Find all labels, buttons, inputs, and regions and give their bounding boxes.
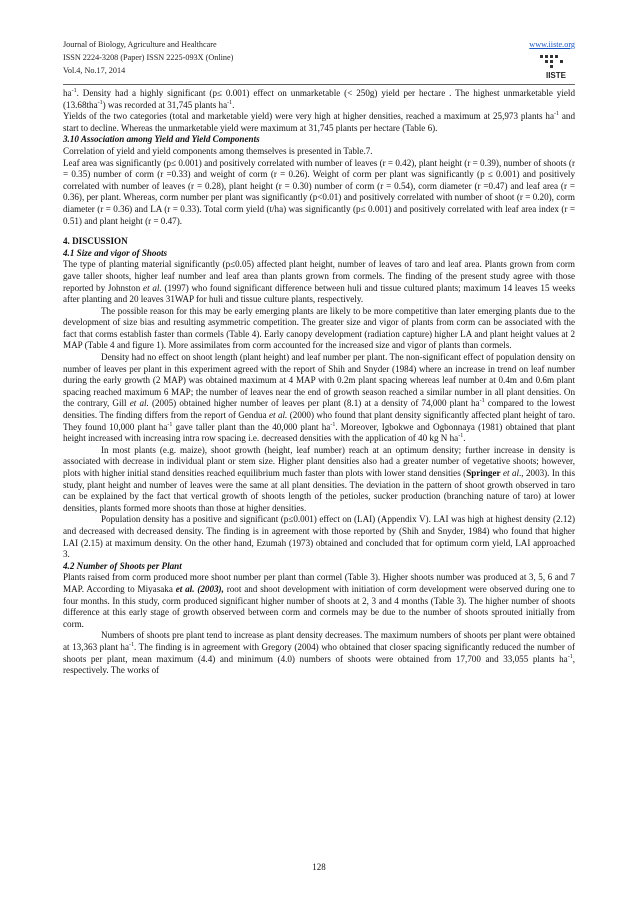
logo-text: IISTE (545, 71, 567, 80)
iiste-logo (538, 54, 574, 80)
paragraph: Density had no effect on shoot length (plant height) and leaf number per plant. The non-significant effect of population density on number of leaves per plant in this experiment agreed with the report of Shih and Snyder (1984) where an increase in trend on leaf number during the early growth (2 MAP) was obtained maximum at 4 MAP with 0.2m plant spacing whereas leaf number at 0.4m and 0.6m plant spacing reached maximum 6 MAP; the number of leaves near the end of growth season reached a similar number in all plant densities. On the contrary, Gill et al. (2005) obtained higher number of leaves per plant (8.1) at a density of 74,000 plant $ha^{-1}$ compared to the lowest densities. The finding differs from the report of Gendua et al. (2000) who found that plant density significantly affected plant height of taro. They found 10,000 plant $ha^{-1}$ gave taller plant than the 40,000 plant $ha^{-1}$. Moreover, Igbokwe and Ogbonnaya (1981) obtained that plant height increased with increasing intra row spacing i.e. decreased densities with the application of 40 kg N $ha^{-1}$. (63, 352, 576, 444)
running-header (63, 38, 575, 77)
journal-url-link[interactable]: www.iiste.org (529, 40, 575, 49)
paragraph: The type of planting material significantly (p≤0.05) affected plant height, number of leaves of taro and leaf area. Plants grown from corm gave taller shoots, higher leaf number and leaf area than plants grown from cormels. The finding of the present study agree with those reported by Johnston et al. (1997) who found significant difference between huli and tissue cultured plants; maximum 14 leaves 15 weeks after planting and 20 leaves 31WAP for huli and tissue culture plants, respectively. (63, 259, 575, 305)
paragraph: Yields of the two categories (total and marketable yield) were very high at higher densities, reached a maximum at 25,973 plants $ha^{-1}$ and start to decline. Whereas the unmarketable yield were maximum at 31,745 plants per hectare (Table 6). (63, 111, 575, 133)
issn-line: ISSN 2224-3208 (Paper) ISSN 2225-093X (Online) (63, 53, 234, 62)
paragraph: Correlation of yield and yield components among themselves is presented in Table.7. (63, 145, 373, 156)
header-rule (63, 84, 575, 85)
section-heading-discussion: 4. DISCUSSION (63, 236, 128, 247)
subsection-heading-4-1: 4.1 Size and vigor of Shoots (63, 247, 168, 258)
volume-line: Vol.4, No.17, 2014 (63, 66, 126, 75)
paragraph: Leaf area was significantly (p≤ 0.001) and positively correlated with number of leaves (r = 0.42), plant height (r = 0.39), number of shoots (r = 0.35) number of corm (r =0.33) and weight of corm (r = 0.26). Weight of corm per plant was significantly (p ≤ 0.001) and positively correlated with number of leaves (r = 0.28), plant height (r = 0.30) number of corm (r = 0.54), corm diameter (r =0.47) and leaf area (r = 0.36), per plant. Whereas, corm number per plant was significantly (p<0.01) and positively correlated with number of shoot (r = 0.20), corm diameter (r = 0.36) and LA (r = 0.33). Total corm yield (t/ha) was significantly (p≤ 0.001) and positively correlated with leaf area index (r = 0.51) and plant height (r = 0.47). (63, 157, 575, 226)
paragraph: In most plants (e.g. maize), shoot growth (height, leaf number) reach at an optimum density; further increase in density is associated with decrease in individual plant or stem size. Higher plant densities also had a greater number of vegetative shoots; however, plots with higher initial stand densities reached equilibrium much faster than plots with lower stand densities (Springer et al., 2003). In this study, plant height and number of leaves were the same at all plant densities. The deviation in the pattern of shoot growth observed in taro can be explained by the fact that vertical growth of shoots length of the petioles, sucker production (branching nature of taro) at lower densities, plants formed more shoots than those at higher densities. (63, 444, 575, 513)
paragraph: $ha^{-1}$. Density had a highly significant (p≤ 0.001) effect on unmarketable (< 250g) yield per hectare . The highest unmarketable yield (13.68tha$^{-1}$) was recorded at 31,745 plants $ha^{-1}$. (63, 87, 575, 110)
page-number: 128 (312, 862, 326, 872)
section-heading-3-10: 3.10 Association among Yield and Yield Components (63, 134, 260, 145)
subsection-heading-4-2: 4.2 Number of Shoots per Plant (63, 560, 182, 571)
paragraph: Plants raised from corm produced more shoot number per plant than cormel (Table 3). Higher shoots number was produced at 3, 5, 6 and 7 MAP. According to Miyasaka et al. (2003), root and shoot development with initiation of corm development were observed during one to four months. In this study, corm produced significant higher number of shoots at 2, 3 and 4 months (Table 3). The higher number of shoots difference at this early stage of growth observed between corm and cormels may be due to the number of shoots sprouted initially from corm. (63, 572, 575, 629)
paragraph: Population density has a positive and significant (p≤0.001) effect on (LAI) (Appendix V). LAI was high at highest density (2.12) and decreased with decreased density. The finding is in agreement with those reported by (Shih and Snyder, 1984) who found that higher LAI (2.15) at maximum density. On the other hand, Ezumah (1973) obtained and concluded that for optimum corm yield, LAI approached 3. (63, 514, 575, 560)
article-body (63, 88, 575, 677)
paragraph: Numbers of shoots pre plant tend to increase as plant density decreases. The maximum numbers of shoots per plant were obtained at 13,363 plant $ha^{-1}$. The finding is in agreement with Gregory (2004) who obtained that closer spacing significantly reduced the number of shoots per plant, mean maximum (4.4) and minimum (4.0) numbers of shoots were obtained from 17,700 and 33,055 plants $ha^{-1}$, respectively. The works of (63, 630, 575, 676)
paragraph: The possible reason for this may be early emerging plants are likely to be more competitive than later emerging plants due to the development of size bias and resulting asymmetric competition. The greater size and vigor of plants from corm can be associated with the fact that corms establish faster than cormels (Table 4). Early canopy development (radiation capture) higher LA and plant height values at 2 MAP (Table 4 and figure 1). More assimilates from corm accounted for the increased size and vigor of plants than cormels. (63, 305, 575, 351)
journal-title: Journal of Biology, Agriculture and Healthcare (63, 40, 217, 49)
